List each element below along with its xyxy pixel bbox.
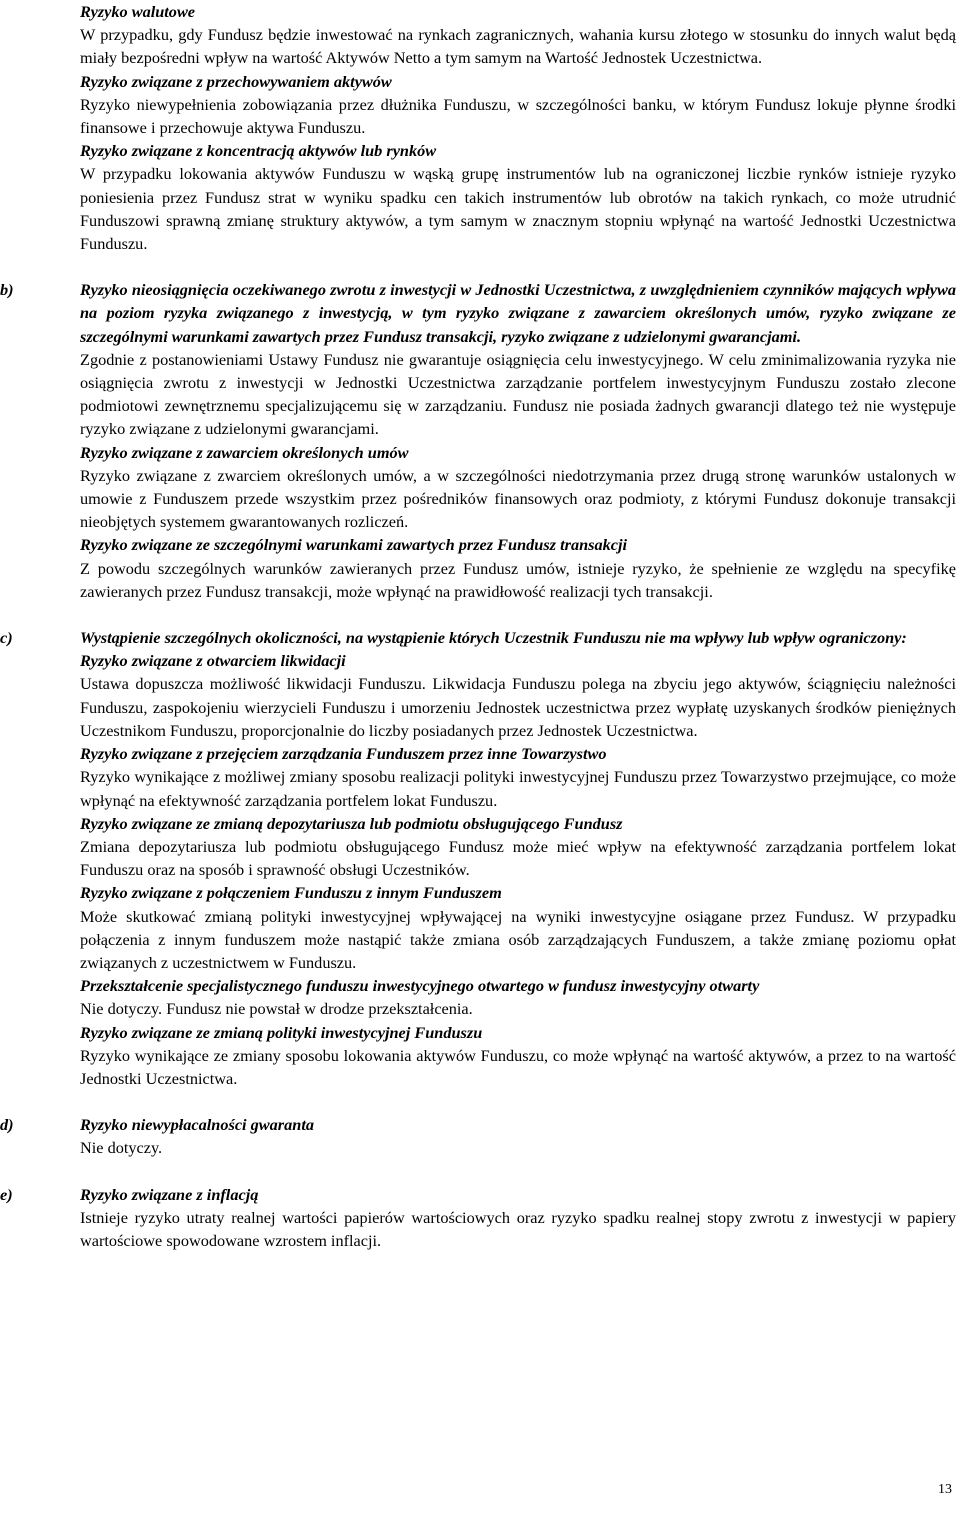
section-text: Nie dotyczy. <box>80 1138 163 1158</box>
subsection-text: Nie dotyczy. Fundusz nie powstał w drodze przekształcenia. <box>80 999 473 1019</box>
section-heading: Ryzyko związane z przechowywaniem aktywów <box>80 71 392 91</box>
subsection-text: Ryzyko wynikające ze zmiany sposobu lokowania aktywów Funduszu, co może wpłynąć na wartość aktywów, a przez to na wartość Jednostki Uczestnictwa. <box>80 1045 956 1088</box>
subsection-text: Ustawa dopuszcza możliwość likwidacji Funduszu. Likwidacja Funduszu polega na zbyciu jego aktywów, ściągnięciu należności Funduszu, zaspokojeniu wierzycieli Funduszu i umorzeniu Jednostek uczestnictwa przez wypłatę uzyskanych środków pieniężnych Uczestnikom Funduszu, proporcjonalnie do liczby posiadanych przez Jednostek Uczestnictwa. <box>80 674 956 740</box>
page-number: 13 <box>938 1482 952 1497</box>
subsection-heading: Ryzyko związane z otwarciem likwidacji <box>80 651 346 671</box>
subsection-text: Zmiana depozytariusza lub podmiotu obsługującego Fundusz może mieć wpływ na efektywność zarządzania portfelem lokat Funduszu oraz na sposób i sprawność obsługi Uczestników. <box>80 836 956 880</box>
subsection-heading: Ryzyko związane ze szczególnymi warunkami zawartych przez Fundusz transakcji <box>80 535 628 555</box>
section-b <box>0 278 956 603</box>
section-title: Wystąpienie szczególnych okoliczności, na wystąpienie których Uczestnik Funduszu nie ma wpływy lub wpływ ograniczony: <box>80 628 907 648</box>
section-text: Zgodnie z postanowieniami Ustawy Fundusz nie gwarantuje osiągnięcia celu inwestycyjnego. W celu zminimalizowania ryzyka nie osiągnięcia zwrotu z inwestycji w Jednostki Uczestnictwa zarządzanie portfelem inwestycyjnym Funduszu zostało zlecone podmiotowi zewnętrznemu specjalizującemu się w zarządzaniu. Fundusz nie posiada żadnych gwarancji dlatego też nie występuje ryzyko związane z udzielonymi gwarancjami. <box>80 349 956 439</box>
section-heading: Ryzyko walutowe <box>80 2 196 21</box>
subsection-heading: Ryzyko związane ze zmianą polityki inwestycyjnej Funduszu <box>80 1022 483 1042</box>
section-marker: d) <box>0 1115 14 1135</box>
section-heading: Ryzyko związane z koncentracją aktywów lub rynków <box>80 141 437 161</box>
subsection-text: Ryzyko związane z zwarciem określonych umów, a w szczególności niedotrzymania przez drugą stronę warunków ustalonych w umowie z Funduszem przede wszystkim przez pośredników finansowych oraz podmioty, z którymi Fundusz dokonuje transakcji nieobjętych systemem gwarantowanych rozliczeń. <box>80 465 956 532</box>
section-text: W przypadku, gdy Fundusz będzie inwestować na rynkach zagranicznych, wahania kursu złotego w stosunku do innych walut będą miały bezpośredni wpływ na wartość Aktywów Netto a tym samym na Wartość Jednostek Uczestnictwa. <box>80 25 956 68</box>
section-d <box>0 1113 956 1159</box>
section-title: Ryzyko niewypłacalności gwaranta <box>80 1115 314 1135</box>
section-c <box>0 626 956 1090</box>
section-marker: b) <box>0 280 14 300</box>
subsection-heading: Ryzyko związane z przejęciem zarządzania Funduszem przez inne Towarzystwo <box>80 744 607 764</box>
section-marker: e) <box>0 1184 13 1204</box>
section-title: Ryzyko związane z inflacją <box>80 1184 259 1204</box>
section-title: Ryzyko nieosiągnięcia oczekiwanego zwrotu z inwestycji w Jednostki Uczestnictwa, z uwzględnieniem czynników mających wpływa na poziom ryzyka związanego z inwestycją, w tym ryzyko związane z zawarciem określonych umów, ryzyko związane ze szczególnymi warunkami zawartych przez Fundusz transakcji, ryzyko związane z udzielonymi gwarancjami. <box>80 280 956 346</box>
section-text: Istnieje ryzyko utraty realnej wartości papierów wartościowych oraz ryzyko spadku realnej stopy zwrotu z inwestycji w papiery wartościowe spowodowane wzrostem inflacji. <box>80 1207 956 1250</box>
subsection-text: Z powodu szczególnych warunków zawieranych przez Fundusz umów, istnieje ryzyko, że spełnienie ze względu na specyfikę zawieranych przez Fundusz transakcji, może wpłynąć na prawidłowość realizacji tych transakcji. <box>80 558 956 601</box>
subsection-heading: Ryzyko związane z zawarciem określonych umów <box>80 442 409 462</box>
subsection-text: Ryzyko wynikające z możliwej zmiany sposobu realizacji polityki inwestycyjnej Funduszu przez Towarzystwo przejmujące, co może wpłynąć na efektywność zarządzania portfelem lokat Funduszu. <box>80 767 956 810</box>
subsection-heading: Ryzyko związane ze zmianą depozytariusza lub podmiotu obsługującego Fundusz <box>80 813 623 833</box>
subsection-text: Może skutkować zmianą polityki inwestycyjnej wpływającej na wyniki inwestycyjne osiągane przez Fundusz. W przypadku połączenia z innym funduszem może nastąpić także zmiana osób zarządzających Funduszem, a także zmianę poziomu opłat związanych z uczestnictwem w Funduszu. <box>80 906 956 972</box>
intro-block <box>80 0 956 255</box>
section-text: W przypadku lokowania aktywów Funduszu w wąską grupę instrumentów lub na ograniczonej liczbie rynków istnieje ryzyko poniesienia przez Fundusz strat w wyniku spadku cen takich instrumentów lub obrotów na takich rynkach, co może utrudnić Funduszowi sprawną zmianę struktury aktywów, a tym samym w znacznym stopniu wpłynąć na wartość Jednostki Uczestnictwa Funduszu. <box>80 164 956 254</box>
subsection-heading: Przekształcenie specjalistycznego funduszu inwestycyjnego otwartego w fundusz inwestycyjny otwarty <box>80 976 760 996</box>
section-e <box>0 1183 956 1253</box>
section-text: Ryzyko niewypełnienia zobowiązania przez dłużnika Funduszu, w szczególności banku, w którym Fundusz lokuje płynne środki finansowe i przechowuje aktywa Funduszu. <box>80 94 956 138</box>
subsection-heading: Ryzyko związane z połączeniem Funduszu z innym Funduszem <box>80 883 502 903</box>
section-marker: c) <box>0 628 13 648</box>
